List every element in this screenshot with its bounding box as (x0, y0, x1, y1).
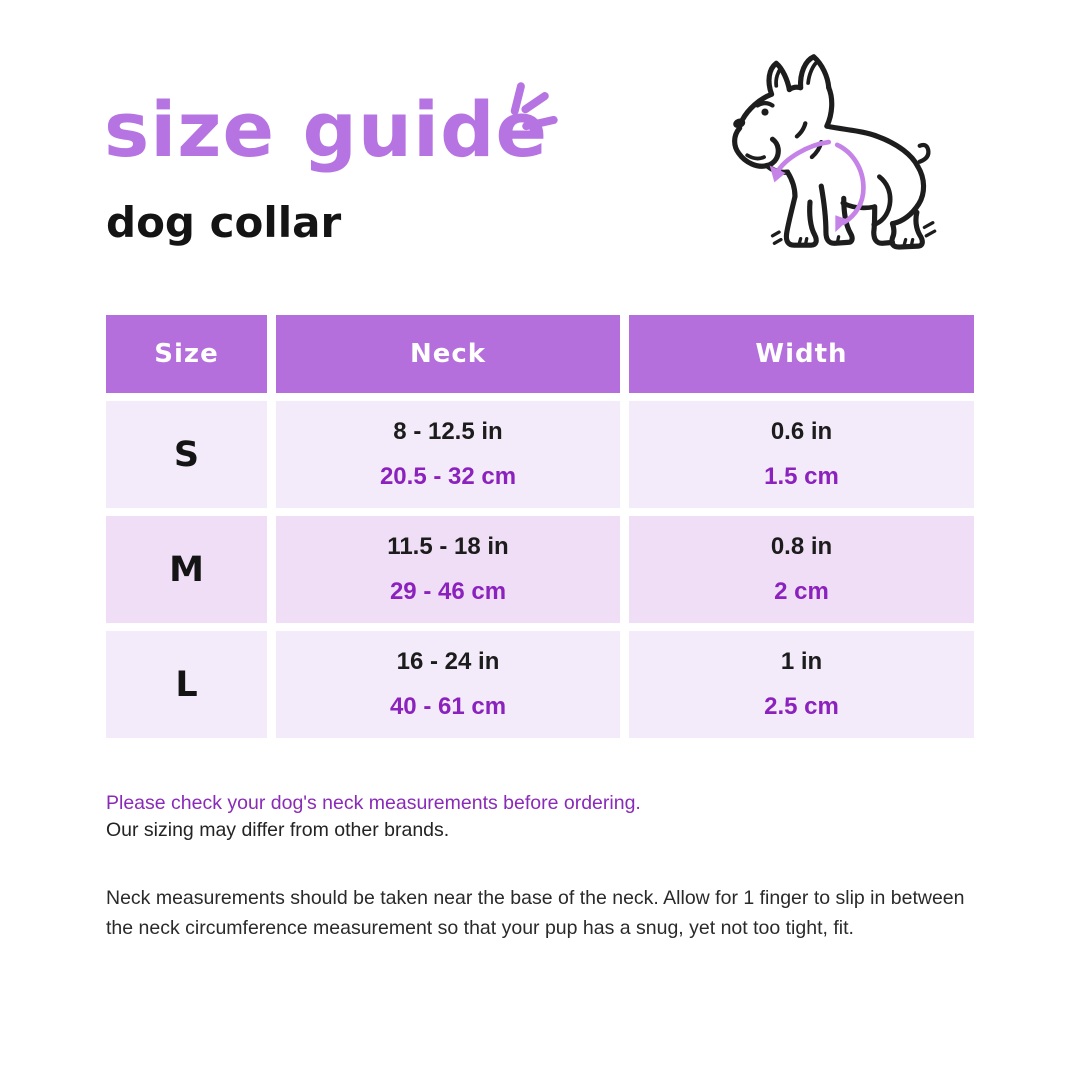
neck-centimeters: 29 - 46 cm (389, 578, 507, 605)
table-row-s-width (629, 401, 974, 508)
column-header-size: Size (106, 315, 267, 393)
neck-centimeters: 20.5 - 32 cm (379, 463, 517, 490)
note-paragraph: Neck measurements should be taken near the base of the neck. Allow for 1 finger to slip in between the neck circumference measurement so that your pup has a snug, yet not too tight, fit. (106, 886, 965, 939)
neck-inches: 8 - 12.5 in (393, 418, 503, 445)
width-centimeters: 2 cm (774, 578, 829, 605)
width-inches: 0.6 in (770, 418, 833, 445)
page-subtitle: dog collar (106, 198, 342, 247)
neck-inches: 16 - 24 in (396, 648, 500, 675)
table-row-m-width (629, 516, 974, 623)
width-centimeters: 1.5 cm (764, 463, 839, 490)
dog-eye (761, 109, 768, 116)
table-row-s-size: S (106, 401, 267, 508)
table-row-l-width (629, 631, 974, 738)
width-inches: 0.8 in (770, 533, 833, 560)
table-row-l-size: L (106, 631, 267, 738)
size-table (106, 315, 974, 738)
table-row-m-neck (276, 516, 620, 623)
neck-inches: 11.5 - 18 in (387, 533, 509, 560)
note-secondary: Our sizing may differ from other brands. (106, 819, 450, 842)
note-highlight: Please check your dog's neck measurements before ordering. (106, 792, 641, 814)
table-row-m-size: M (106, 516, 267, 623)
notes-section (106, 790, 986, 943)
column-header-width: Width (629, 315, 974, 393)
dog-illustration (690, 42, 990, 274)
column-header-neck: Neck (276, 315, 620, 393)
page-title: size guide (104, 85, 549, 174)
width-inches: 1 in (780, 648, 823, 675)
neck-centimeters: 40 - 61 cm (389, 693, 507, 720)
sparkle-icon (497, 76, 559, 132)
table-row-s-neck (276, 401, 620, 508)
table-row-l-neck (276, 631, 620, 738)
width-centimeters: 2.5 cm (764, 693, 839, 720)
